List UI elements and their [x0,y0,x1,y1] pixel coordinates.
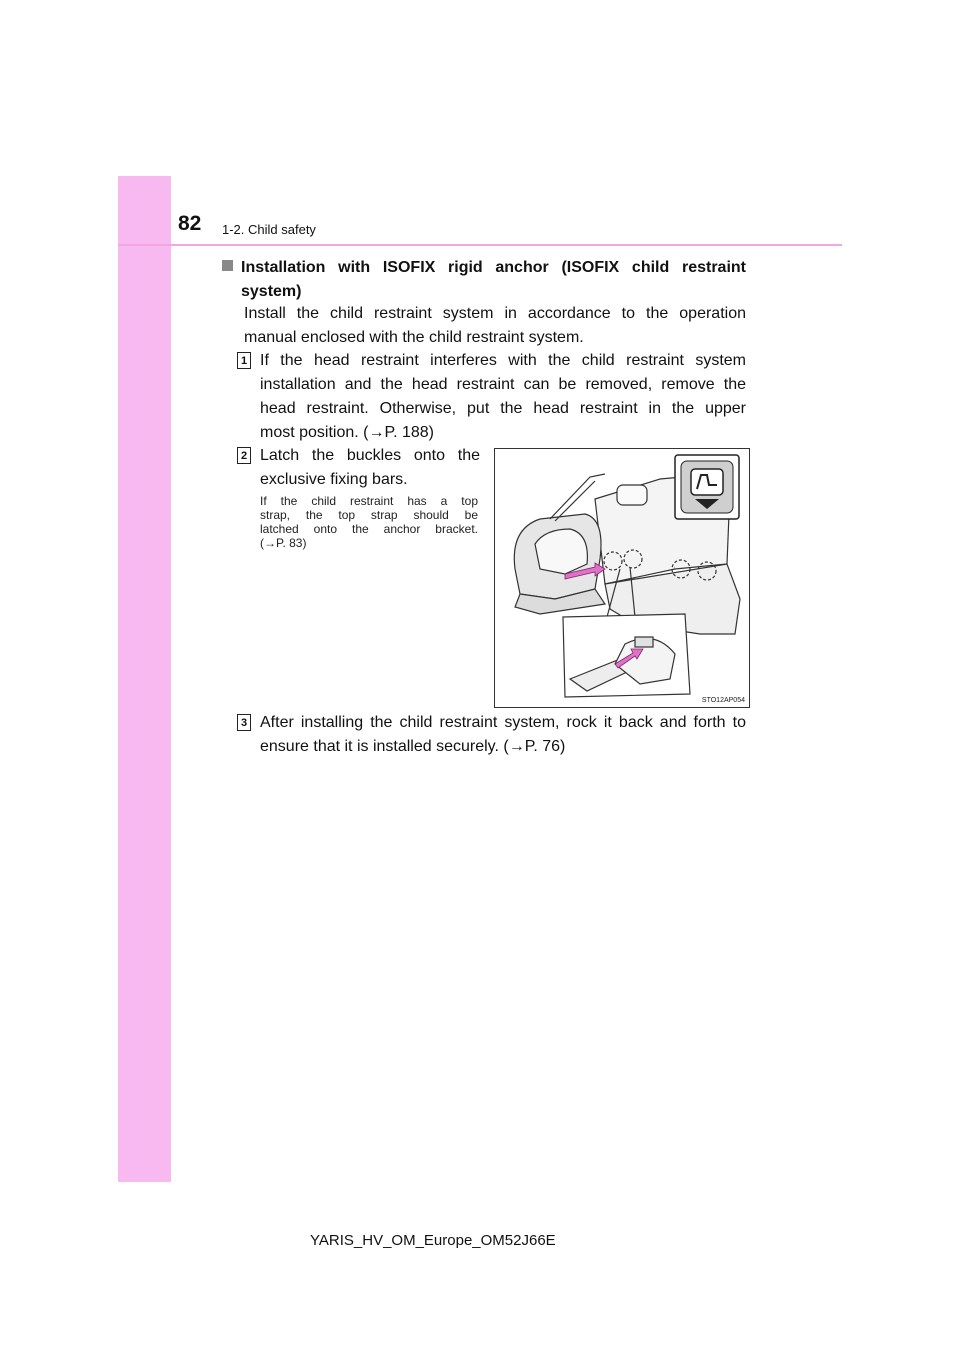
step-1-line: head restraint. Otherwise, put the head restraint in the upper [260,400,746,417]
isofix-anchor-icon [675,455,739,519]
heading-line-2: system) [241,283,302,300]
isofix-installation-figure [494,448,750,708]
bullet-square-icon [222,260,233,271]
chapter-sidebar [118,176,171,1182]
step-3-text [260,711,746,759]
step-2-line: exclusive fixing bars. [260,471,408,488]
figure-code: STO12AP054 [701,697,745,704]
note-line: latched onto the anchor bracket. [260,522,478,536]
header-rule [118,244,842,246]
note-line: strap, the top strap should be [260,508,478,522]
step-number-2: 2 [237,447,251,464]
document-id: YARIS_HV_OM_Europe_OM52J66E [310,1232,556,1249]
step-1-line: most position. (→P. 188) [260,424,435,441]
intro-paragraph [244,302,746,350]
step-3-line: After installing the child restraint system, rock it back and forth to [260,714,746,731]
intro-line-1: Install the child restraint system in accordance to the operation [244,305,746,322]
heading-line-1: Installation with ISOFIX rigid anchor (ISOFIX child restraint [241,259,746,276]
step-3-line: ensure that it is installed securely. (→P. 76) [260,738,566,755]
step-1-line: installation and the head restraint can be removed, remove the [260,376,746,393]
step-2-note [260,494,478,550]
step-number-3: 3 [237,714,251,731]
step-1-line: If the head restraint interferes with the child restraint system [260,352,746,369]
step-number-1: 1 [237,352,251,369]
step-2-text [260,444,480,492]
seat-illustration [495,449,750,708]
section-title: 1-2. Child safety [222,222,316,237]
page-number: 82 [178,212,202,235]
step-1-text [260,349,746,445]
section-heading [222,256,746,304]
note-line: If the child restraint has a top [260,494,478,508]
step-2-line: Latch the buckles onto the [260,447,480,464]
note-line: (→P. 83) [260,536,307,550]
intro-line-2: manual enclosed with the child restraint system. [244,329,584,346]
